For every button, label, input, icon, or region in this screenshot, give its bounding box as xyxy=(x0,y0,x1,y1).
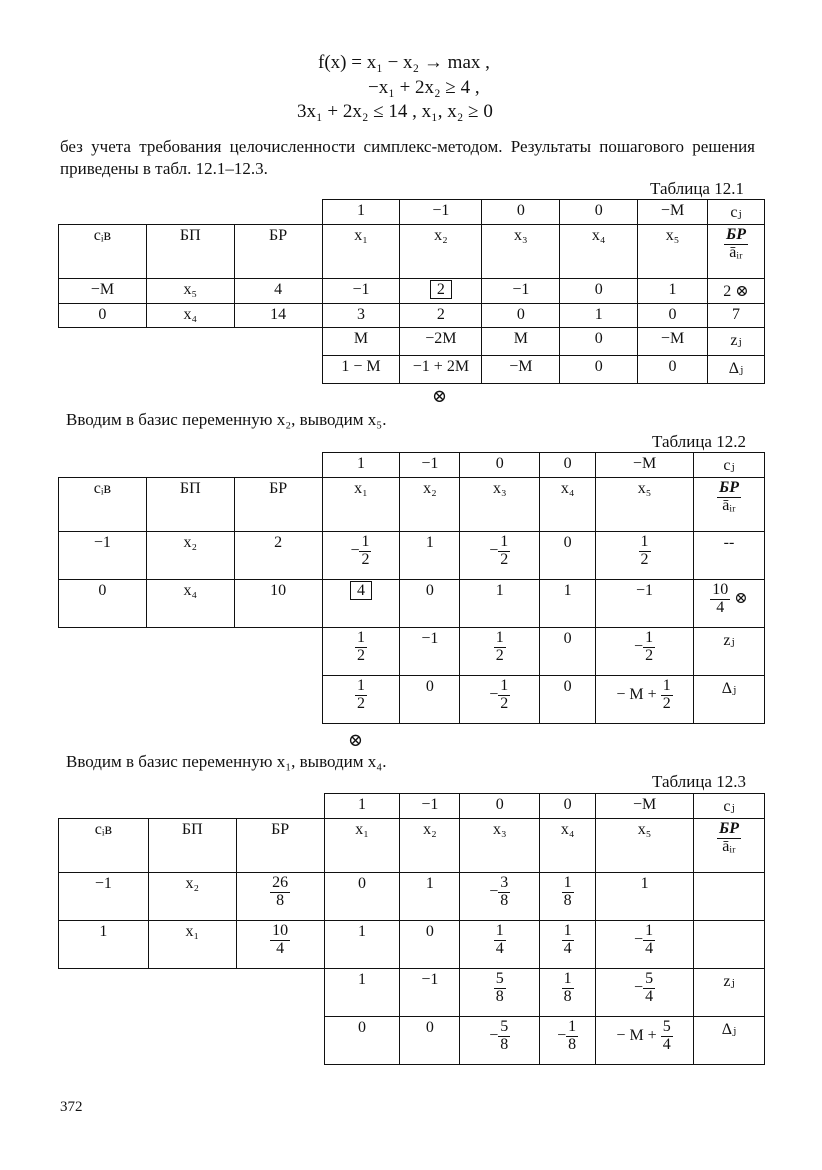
x4-header: x₄ xyxy=(540,819,596,873)
cb-value: −1 xyxy=(59,873,149,921)
x5-header: x₅ xyxy=(638,225,708,279)
ratio-value: $\frac{10}{4}$ ⊗ xyxy=(694,580,765,628)
br-header: БР xyxy=(234,225,322,279)
pivot-cell: 4 xyxy=(322,580,400,628)
x2-header: x₂ xyxy=(400,225,482,279)
z-cell: $\frac{1}{8}$ xyxy=(540,969,596,1017)
x5-header: x₅ xyxy=(596,819,694,873)
page-number: 372 xyxy=(60,1099,83,1115)
delta-cell: −1 + 2M xyxy=(400,356,482,384)
br-header: БР xyxy=(234,478,322,532)
x4-header: x₄ xyxy=(540,478,596,532)
x3-header: x₃ xyxy=(482,225,560,279)
x2-header: x₂ xyxy=(400,478,460,532)
br-header: БР xyxy=(236,819,324,873)
zj-label: zⱼ xyxy=(694,628,765,676)
cost-cell: 0 xyxy=(540,794,596,819)
z-cell: −1 xyxy=(400,628,460,676)
delta-label: Δⱼ xyxy=(708,356,765,384)
pivot-cell: 2 xyxy=(400,279,482,304)
constraint-1: −x₁ + 2x₂ ≥ 4 , xyxy=(368,77,480,98)
coef-cell: $\frac{1}{4}$ xyxy=(460,921,540,969)
coef-cell: − $\frac{3}{8}$ xyxy=(460,873,540,921)
x5-header: x₅ xyxy=(596,478,694,532)
bp-value: x₂ xyxy=(148,873,236,921)
coef-cell: 0 xyxy=(324,873,400,921)
br-value: $\frac{26}{8}$ xyxy=(236,873,324,921)
bp-value: x₄ xyxy=(146,580,234,628)
cj-label: cⱼ xyxy=(708,200,765,225)
coef-cell: $\frac{1}{2}$ xyxy=(596,532,694,580)
cb-value: −M xyxy=(59,279,147,304)
bp-value: x₁ xyxy=(148,921,236,969)
bp-header: БП xyxy=(148,819,236,873)
z-cell: −2M xyxy=(400,328,482,356)
delta-cell: 0 xyxy=(400,676,460,724)
delta-cell: − $\frac{1}{2}$ xyxy=(460,676,540,724)
delta-cell: − $\frac{1}{8}$ xyxy=(540,1017,596,1065)
delta-cell: 0 xyxy=(540,676,596,724)
cj-label: cⱼ xyxy=(694,453,765,478)
cb-header: cᵢв xyxy=(59,819,149,873)
coef-cell: − $\frac{1}{4}$ xyxy=(596,921,694,969)
delta-cell: 0 xyxy=(400,1017,460,1065)
ratio-header: БР āᵢᵣ xyxy=(694,819,765,873)
cb-value: 1 xyxy=(59,921,149,969)
coef-cell: 1 xyxy=(540,580,596,628)
coef-cell: − $\frac{1}{2}$ xyxy=(460,532,540,580)
coef-cell: 1 xyxy=(400,873,460,921)
bp-value: x₄ xyxy=(146,304,234,328)
cb-header: cᵢв xyxy=(59,225,147,279)
x2-header: x₂ xyxy=(400,819,460,873)
coef-cell: −1 xyxy=(482,279,560,304)
cb-header: cᵢв xyxy=(59,478,147,532)
coef-cell: 0 xyxy=(638,304,708,328)
cost-cell: 0 xyxy=(460,453,540,478)
coef-cell: 0 xyxy=(540,532,596,580)
coef-cell: 1 xyxy=(400,532,460,580)
z-cell: −1 xyxy=(400,969,460,1017)
coef-cell: 1 xyxy=(596,873,694,921)
br-value: 4 xyxy=(234,279,322,304)
coef-cell: 0 xyxy=(482,304,560,328)
delta-cell: − M + $\frac{1}{2}$ xyxy=(596,676,694,724)
coef-cell: 3 xyxy=(322,304,400,328)
z-cell: $\frac{1}{2}$ xyxy=(460,628,540,676)
simplex-table-12-3 xyxy=(58,793,765,1065)
x3-header: x₃ xyxy=(460,819,540,873)
zj-label: zⱼ xyxy=(694,969,765,1017)
coef-cell: 0 xyxy=(400,921,460,969)
delta-cell: −M xyxy=(482,356,560,384)
pivot-column-marker-icon: ⊗ xyxy=(348,730,364,750)
z-cell: 1 xyxy=(324,969,400,1017)
cost-cell: −M xyxy=(638,200,708,225)
cost-cell: 0 xyxy=(540,453,596,478)
x4-header: x₄ xyxy=(560,225,638,279)
step-1-text: Вводим в базис переменную x₂, выводим x₅. xyxy=(66,410,387,429)
intro-paragraph: без учета требования целочисленности симплекс-методом. Результаты пошагового решения приведены в табл. 12.1–12.3. xyxy=(60,137,755,178)
coef-cell: 1 xyxy=(638,279,708,304)
z-cell: −M xyxy=(638,328,708,356)
table-12-2-caption: Таблица 12.2 xyxy=(652,432,746,451)
z-cell: M xyxy=(322,328,400,356)
z-cell: − $\frac{1}{2}$ xyxy=(596,628,694,676)
x1-header: x₁ xyxy=(322,225,400,279)
cost-cell: 0 xyxy=(460,794,540,819)
ratio-value: -- xyxy=(694,532,765,580)
cost-cell: −1 xyxy=(400,794,460,819)
cost-cell: 1 xyxy=(322,200,400,225)
coef-cell: 0 xyxy=(560,279,638,304)
ratio-value: 2 ⊗ xyxy=(708,279,765,304)
cost-cell: −M xyxy=(596,453,694,478)
step-2-text: Вводим в базис переменную x₁, выводим x₄. xyxy=(66,752,387,771)
br-value: 2 xyxy=(234,532,322,580)
coef-cell: $\frac{1}{8}$ xyxy=(540,873,596,921)
x1-header: x₁ xyxy=(322,478,400,532)
coef-cell: $\frac{1}{4}$ xyxy=(540,921,596,969)
delta-cell: 1 − M xyxy=(322,356,400,384)
x3-header: x₃ xyxy=(460,478,540,532)
cb-value: −1 xyxy=(59,532,147,580)
delta-cell: − $\frac{5}{8}$ xyxy=(460,1017,540,1065)
table-12-1-caption: Таблица 12.1 xyxy=(650,179,744,198)
pivot-column-marker-icon: ⊗ xyxy=(432,386,448,406)
bp-header: БП xyxy=(146,225,234,279)
ratio-value: 7 xyxy=(708,304,765,328)
ratio-header: БР āᵢᵣ xyxy=(708,225,765,279)
table-12-3-caption: Таблица 12.3 xyxy=(652,772,746,791)
ratio-value xyxy=(694,873,765,921)
cost-cell: 0 xyxy=(482,200,560,225)
zj-label: zⱼ xyxy=(708,328,765,356)
x1-header: x₁ xyxy=(324,819,400,873)
simplex-table-12-2 xyxy=(58,452,765,724)
coef-cell: 1 xyxy=(560,304,638,328)
delta-cell: 0 xyxy=(638,356,708,384)
z-cell: $\frac{1}{2}$ xyxy=(322,628,400,676)
cb-value: 0 xyxy=(59,580,147,628)
cost-cell: −1 xyxy=(400,453,460,478)
z-cell: − $\frac{5}{4}$ xyxy=(596,969,694,1017)
br-value: 14 xyxy=(234,304,322,328)
cost-cell: −1 xyxy=(400,200,482,225)
delta-label: Δⱼ xyxy=(694,676,765,724)
cb-value: 0 xyxy=(59,304,147,328)
coef-cell: 2 xyxy=(400,304,482,328)
objective-equation: f(x) = x₁ − x₂ → max , xyxy=(318,52,490,73)
bp-value: x₂ xyxy=(146,532,234,580)
bp-value: x₅ xyxy=(146,279,234,304)
z-cell: $\frac{5}{8}$ xyxy=(460,969,540,1017)
z-cell: 0 xyxy=(540,628,596,676)
bp-header: БП xyxy=(146,478,234,532)
simplex-table-12-1 xyxy=(58,199,765,384)
cost-cell: 1 xyxy=(324,794,400,819)
z-cell: M xyxy=(482,328,560,356)
cost-cell: 0 xyxy=(560,200,638,225)
cj-label: cⱼ xyxy=(694,794,765,819)
delta-cell: 0 xyxy=(560,356,638,384)
coef-cell: 0 xyxy=(400,580,460,628)
cost-cell: −M xyxy=(596,794,694,819)
coef-cell: −1 xyxy=(322,279,400,304)
delta-cell: − M + $\frac{5}{4}$ xyxy=(596,1017,694,1065)
coef-cell: 1 xyxy=(324,921,400,969)
delta-cell: 0 xyxy=(324,1017,400,1065)
coef-cell: − $\frac{1}{2}$ xyxy=(322,532,400,580)
constraint-2: 3x₁ + 2x₂ ≤ 14 , x₁, x₂ ≥ 0 xyxy=(297,101,493,122)
coef-cell: −1 xyxy=(596,580,694,628)
z-cell: 0 xyxy=(560,328,638,356)
ratio-header: БР āᵢᵣ xyxy=(694,478,765,532)
br-value: $\frac{10}{4}$ xyxy=(236,921,324,969)
ratio-value xyxy=(694,921,765,969)
delta-cell: $\frac{1}{2}$ xyxy=(322,676,400,724)
cost-cell: 1 xyxy=(322,453,400,478)
delta-label: Δⱼ xyxy=(694,1017,765,1065)
coef-cell: 1 xyxy=(460,580,540,628)
br-value: 10 xyxy=(234,580,322,628)
